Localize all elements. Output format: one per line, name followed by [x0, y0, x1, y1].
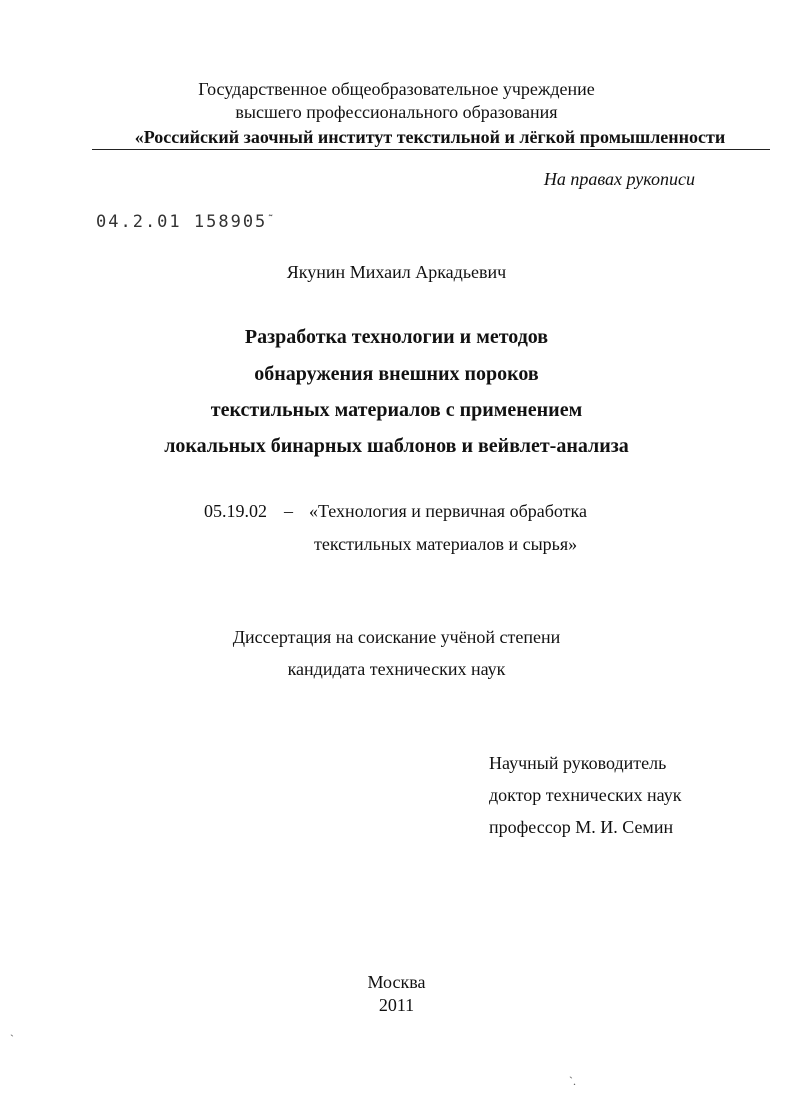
stamp-number-text: 04.2.01 158905	[96, 212, 268, 232]
supervisor-role: Научный руководитель	[489, 753, 667, 773]
title-line-3: текстильных материалов с применением	[210, 399, 583, 421]
supervisor-degree: доктор технических наук	[489, 785, 682, 805]
specialty-name-line-2: текстильных материалов и сырья»	[314, 534, 578, 554]
title-line-1: Разработка технологии и методов	[244, 326, 549, 348]
title-line-4: локальных бинарных шаблонов и вейвлет-анализа	[164, 435, 629, 457]
scan-artifact-mark: ˋ	[10, 1032, 14, 1046]
specialty-dash: –	[284, 501, 293, 521]
supervisor-name: профессор М. И. Семин	[489, 817, 674, 837]
author-name: Якунин Михаил Аркадьевич	[286, 262, 507, 282]
specialty-code: 05.19.02	[204, 501, 267, 521]
library-stamp-number	[96, 214, 276, 231]
specialty-name-line-1: «Технология и первичная обработка	[309, 501, 587, 521]
scan-artifact-mark: ˋ.	[569, 1074, 576, 1088]
institution-line-2: высшего профессионального образования	[235, 102, 558, 122]
header-divider	[92, 149, 770, 150]
degree-line-1: Диссертация на соискание учёной степени	[232, 627, 561, 647]
title-line-2: обнаружения внешних пороков	[254, 363, 539, 385]
rights-note: На правах рукописи	[543, 169, 695, 189]
city: Москва	[367, 972, 426, 992]
institution-name: «Российский заочный институт текстильной и лёгкой промышленности	[134, 127, 726, 147]
stamp-tick-mark: ˜	[267, 213, 276, 226]
degree-line-2: кандидата технических наук	[287, 659, 506, 679]
year: 2011	[378, 995, 415, 1015]
institution-line-1: Государственное общеобразовательное учреждение	[198, 79, 595, 99]
